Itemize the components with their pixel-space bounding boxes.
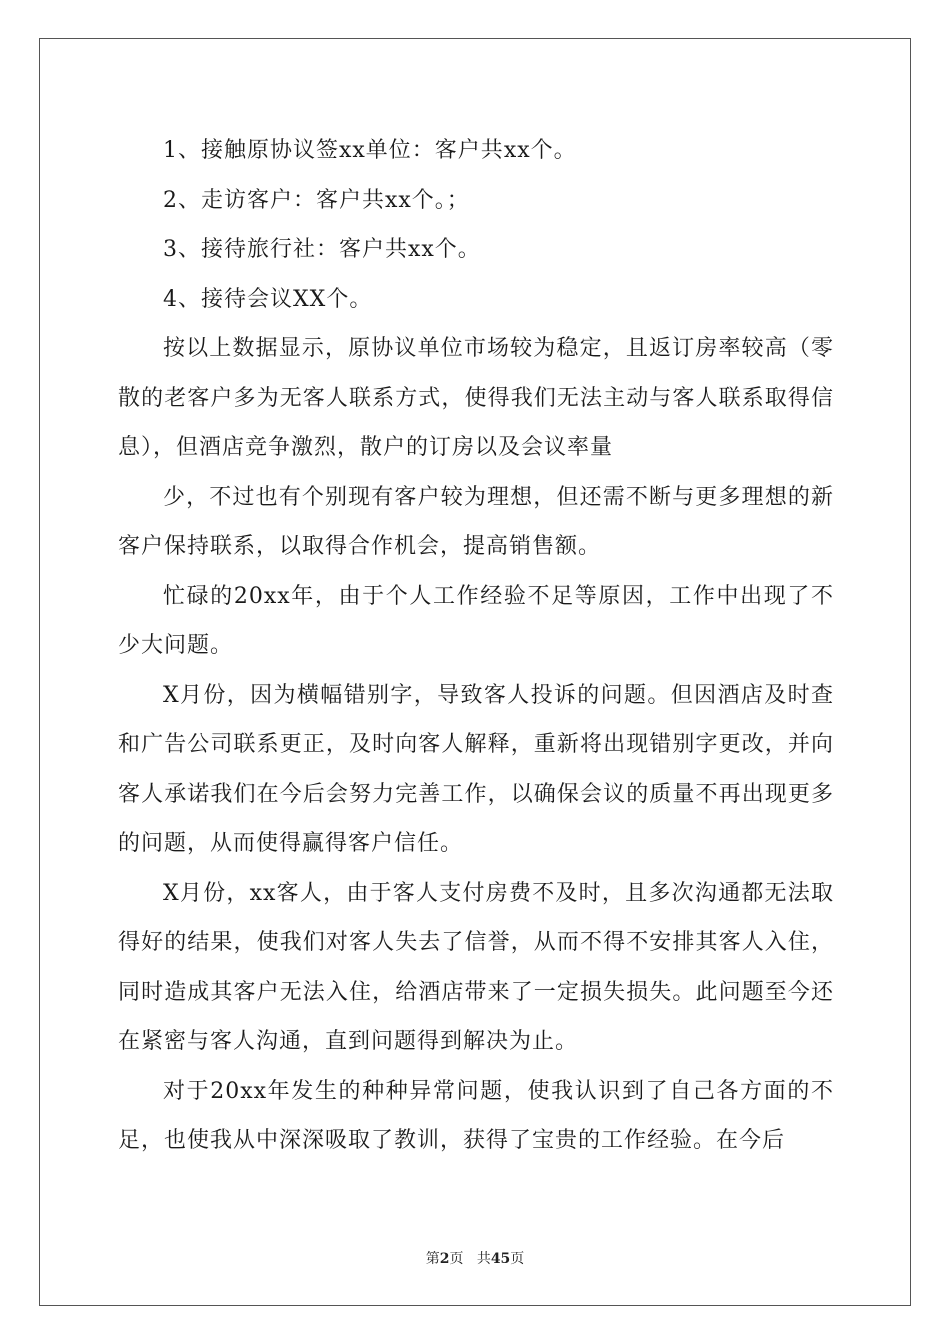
paragraph-busy-year: 忙碌的20xx年，由于个人工作经验不足等原因，工作中出现了不少大问题。 xyxy=(118,583,834,658)
page-number: 2 xyxy=(439,1251,450,1267)
total-prefix: 共 xyxy=(476,1251,491,1267)
paragraph-continuation: 少，不过也有个别现有客户较为理想，但还需不断与更多理想的新客户保持联系，以取得合作机会，提高销售额。 xyxy=(118,484,834,559)
list-item-1: 1、接触原协议签xx单位：客户共xx个。 xyxy=(163,138,577,163)
paragraph-payment-issue: X月份，xx客人，由于客人支付房费不及时，且多次沟通都无法取得好的结果，使我们对客人失去了信誉，从而不得不安排其客人入住，同时造成其客户无法入住，给酒店带来了一定损失损失。此问题至今还在紧密与客人沟通，直到问题得到解决为止。 xyxy=(118,880,834,1054)
list-item-2: 2、走访客户：客户共xx个。； xyxy=(163,187,470,213)
paragraph-lessons: 对于20xx年发生的种种异常问题，使我认识到了自己各方面的不足，也使我从中深深吸取了教训，获得了宝贵的工作经验。在今后 xyxy=(118,1078,834,1153)
paragraph-banner-issue: X月份，因为横幅错别字，导致客人投诉的问题。但因酒店及时查和广告公司联系更正，及时向客人解释，重新将出现错别字更改，并向客人承诺我们在今后会努力完善工作，以确保会议的质量不再出现更多的问题，从而使得赢得客户信任。 xyxy=(118,682,834,856)
paragraph-data-summary: 按以上数据显示，原协议单位市场较为稳定，且返订房率较高（零散的老客户多为无客人联系方式，使得我们无法主动与客人联系取得信息），但酒店竞争激烈，散户的订房以及会议率量 xyxy=(118,336,834,460)
list-item-3: 3、接待旅行社：客户共xx个。 xyxy=(163,237,481,262)
document-body xyxy=(118,126,834,1166)
page-suffix: 页 xyxy=(449,1251,464,1267)
page-prefix: 第 xyxy=(425,1251,440,1267)
page-footer xyxy=(0,1248,950,1268)
list-item-4: 4、接待会议XX个。 xyxy=(163,286,373,312)
total-suffix: 页 xyxy=(510,1251,525,1267)
total-pages: 45 xyxy=(490,1251,511,1267)
